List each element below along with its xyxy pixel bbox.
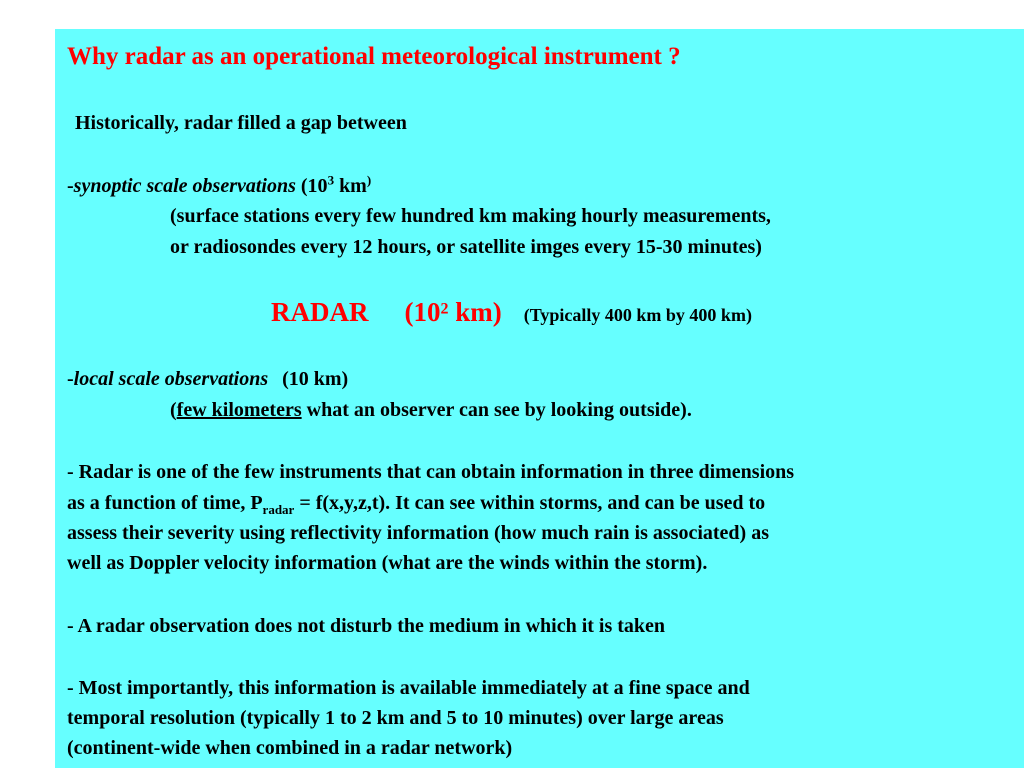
bullet1-line2-sub: radar: [262, 502, 295, 517]
synoptic-dash: -: [67, 175, 74, 197]
local-dash: -: [67, 368, 74, 390]
radar-typical: (Typically 400 km by 400 km): [523, 305, 752, 325]
local-detail-open: (: [170, 399, 177, 421]
synoptic-heading: [67, 172, 372, 197]
synoptic-detail-1: (surface stations every few hundred km making hourly measurements,: [170, 205, 771, 227]
synoptic-scale-close: ): [366, 172, 372, 188]
local-scale: (10 km): [282, 368, 349, 390]
bullet1-line2: [67, 492, 766, 517]
bullet1-line1: - Radar is one of the few instruments that can obtain information in three dimensions: [67, 461, 795, 483]
synoptic-label: synoptic scale observations: [73, 175, 296, 197]
local-label: local scale observations: [73, 368, 269, 390]
bullet1-line2-post: = f(x,y,z,t). It can see within storms, and can be used to: [294, 492, 766, 514]
radar-scale-post: km): [448, 297, 502, 327]
radar-scale-pre: (10: [404, 297, 441, 327]
bullet1-line2-pre: as a function of time, P: [67, 492, 263, 514]
local-detail-underlined: few kilometers: [176, 399, 302, 421]
radar-scale-sup: 2: [440, 300, 449, 318]
local-detail-rest: what an observer can see by looking outside).: [301, 399, 692, 421]
synoptic-detail-2: or radiosondes every 12 hours, or satellite imges every 15-30 minutes): [170, 236, 762, 258]
slide-title: Why radar as an operational meteorological instrument ?: [67, 43, 681, 70]
synoptic-scale-sup: 3: [327, 172, 335, 188]
synoptic-scale-pre: (10: [295, 175, 328, 197]
slide: [55, 29, 1024, 768]
bullet1-line4: well as Doppler velocity information (what are the winds within the storm).: [67, 552, 708, 574]
bullet2: - A radar observation does not disturb the medium in which it is taken: [67, 615, 666, 637]
bullet3-line2: temporal resolution (typically 1 to 2 km and 5 to 10 minutes) over large areas: [67, 707, 724, 729]
intro-text: Historically, radar filled a gap between: [75, 112, 407, 134]
local-heading: [67, 368, 348, 390]
synoptic-scale-unit: km: [334, 175, 367, 197]
bullet1-line3: assess their severity using reflectivity information (how much rain is associated) as: [67, 522, 769, 544]
bullet3-line3: (continent-wide when combined in a radar network): [67, 737, 513, 759]
local-detail: [170, 399, 692, 421]
radar-word: RADAR: [271, 297, 369, 327]
bullet3-line1: - Most importantly, this information is available immediately at a fine space and: [67, 677, 750, 699]
radar-scale-line: [271, 297, 752, 327]
